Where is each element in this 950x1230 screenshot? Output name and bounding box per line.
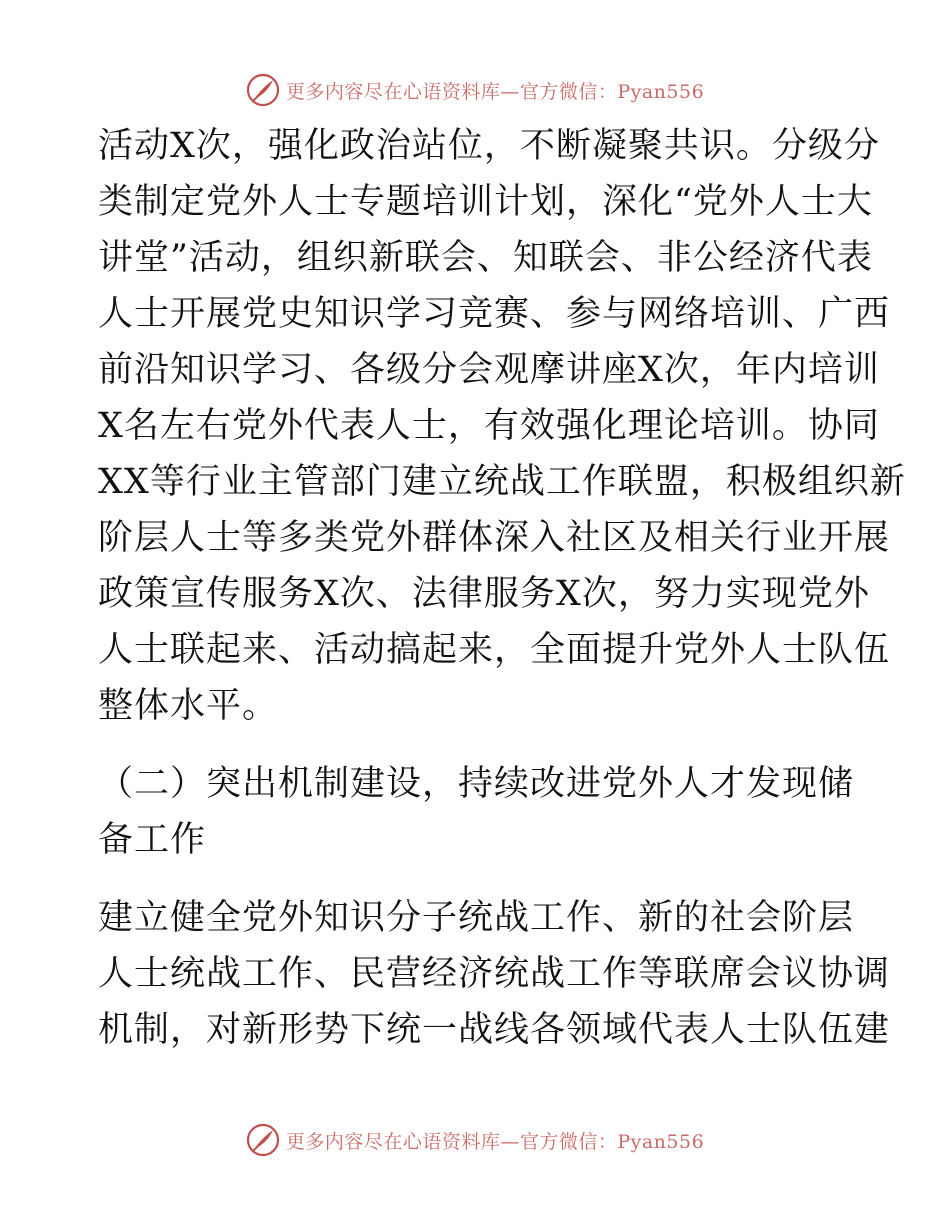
text-line: 人士统战工作、民营经济统战工作等联席会议协调 xyxy=(98,954,891,994)
header-watermark xyxy=(0,70,950,110)
document-body xyxy=(98,118,906,1058)
quill-logo-icon xyxy=(246,1123,280,1157)
paragraph-1 xyxy=(98,118,906,734)
text-line: 人士联起来、活动搞起来，全面提升党外人士队伍 xyxy=(98,630,891,670)
section-heading xyxy=(98,756,858,868)
heading-line: （二）突出机制建设，持续改进党外人才发现储 xyxy=(98,764,855,804)
heading-line: 备工作 xyxy=(98,820,207,860)
footer-watermark xyxy=(0,1120,950,1160)
text-line: 前沿知识学习、各级分会观摩讲座X次，年内培训 xyxy=(98,350,880,390)
text-line: 政策宣传服务X次、法律服务X次，努力实现党外 xyxy=(98,574,870,614)
header-watermark-text: 更多内容尽在心语资料库—官方微信：Pyan556 xyxy=(285,80,705,103)
text-line: 类制定党外人士专题培训计划，深化“党外人士大 xyxy=(98,182,873,222)
text-line: 机制，对新形势下统一战线各领域代表人士队伍建 xyxy=(98,1010,891,1050)
paragraph-2 xyxy=(98,890,891,1058)
text-line: 阶层人士等多类党外群体深入社区及相关行业开展 xyxy=(98,518,891,558)
quill-logo-icon xyxy=(246,73,280,107)
text-line: 活动X次，强化政治站位，不断凝聚共识。分级分 xyxy=(98,126,880,166)
text-line: 人士开展党史知识学习竞赛、参与网络培训、广西 xyxy=(98,294,891,334)
text-line: XX等行业主管部门建立统战工作联盟，积极组织新 xyxy=(98,462,906,502)
text-line: 建立健全党外知识分子统战工作、新的社会阶层 xyxy=(98,898,855,938)
text-line: X名左右党外代表人士，有效强化理论培训。协同 xyxy=(98,406,880,446)
paragraph-spacer xyxy=(98,734,858,756)
footer-watermark-text: 更多内容尽在心语资料库—官方微信：Pyan556 xyxy=(285,1130,705,1153)
text-line: 整体水平。 xyxy=(98,686,279,726)
text-line: 讲堂”活动，组织新联会、知联会、非公经济代表 xyxy=(98,238,873,278)
paragraph-spacer xyxy=(98,868,858,890)
